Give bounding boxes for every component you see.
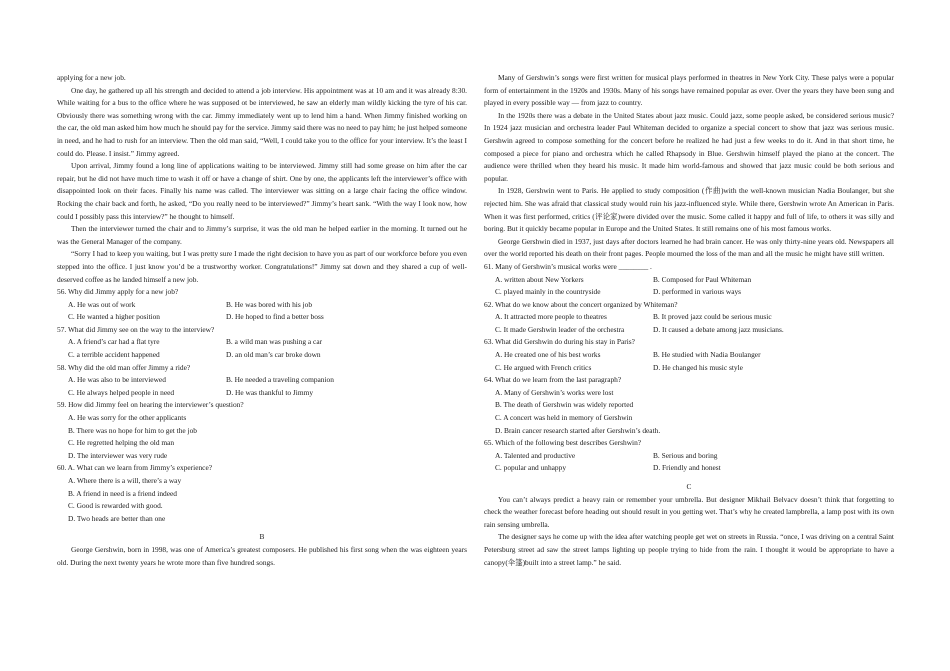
question-65: [484, 437, 894, 475]
question-text: 58. Why did the old man offer Jimmy a ride?: [57, 362, 191, 372]
option[interactable]: C. played mainly in the countryside: [495, 287, 601, 297]
option[interactable]: D. an old man’s car broke down: [226, 350, 321, 360]
option[interactable]: A. Talented and productive: [495, 450, 576, 460]
question-56: [57, 286, 467, 324]
options: [57, 374, 467, 399]
question-62: [484, 299, 894, 337]
options: [57, 336, 467, 361]
question-60: [57, 462, 467, 525]
question-57: [57, 324, 467, 362]
option[interactable]: D. performed in various ways: [653, 287, 742, 297]
option[interactable]: C. a terrible accident happened: [68, 350, 160, 360]
option[interactable]: C. Good is rewarded with good.: [68, 501, 163, 511]
options: [57, 299, 467, 324]
section-heading-b: B: [259, 532, 265, 542]
passage-a-paragraph: One day, he gathered up all his strength and decided to attend a job interview. His appointment was at 10 am and it was already 8:30. While waiting for a bus to the office where he was supposed ot be interviewed, he saw an elderly man wildly kicking the tyre of his car. Obviously there was something wrong with the car. Jimmy immediately went up to lend him a hand. When Jimmy finished working on the car, the old man asked him how much he should pay for the service. Jimmy said there was no need to pay him; he just helped someone in need, and he had to rush for an interview. Then the old man said, “Well, I could take you to the office for your interview. It’s the least I could do. Please. I insist.” Jimmy agreed.: [57, 85, 467, 158]
passage-b-paragraph: In the 1920s there was a debate in the United States about jazz music. Could jazz, some people asked, be considered serious music? In 1924 jazz musician and orchestra leader Paul Whiteman decided to organize a special concert to show that jazz was serious music. Gershwin agreed to compose something for the concert before he realized he had just a few weeks to do it. And in that short time, he composed a piece for piano and orchestra which he called Rhapsody in Blue. Gershwin himself played the piano at the concert. The audience were thrilled when they heard his music. It made him world-famous and showed that jazz music could be both serious and popular.: [484, 110, 894, 183]
question-64: [484, 374, 894, 437]
option[interactable]: A. He was out of work: [68, 299, 136, 309]
option[interactable]: C. popular and unhappy: [495, 463, 567, 473]
option[interactable]: A. He was sorry for the other applicants: [68, 413, 187, 423]
option[interactable]: D. It caused a debate among jazz musicians.: [653, 324, 784, 334]
options: [484, 450, 894, 475]
option[interactable]: D. He was thankful to Jimmy: [226, 387, 314, 397]
passage-b-paragraph: In 1928, Gershwin went to Paris. He applied to study composition (作曲)with the well-known musician Nadia Boulanger, but she rejected him. She was afraid that classical study would ruin his jazz-influenced style. While there, Gershwin wrote An American in Paris. When it was first performed, critics (评论家)were divided over the music. Some called it happy and full of life, to others it was silly and boring. But it quickly became popular in Europe and the United States. It still remains one of his most famous works.: [484, 186, 894, 234]
passage-a-paragraph: applying for a new job.: [57, 73, 126, 82]
passage-a-paragraph: Upon arrival, Jimmy found a long line of applications waiting to be interviewed. Jimmy still had some grease on him after the car repair, but he did not have much time to wash it off or have a change of shirt. One by one, the applicants left the interviewer’s office with disappointed look on their faces. Finally his name was called. The interviewer was sitting on a large chair facing the office window. Rocking the chair back and forth, he asked, “Do you really need to be interviewed?” Jimmy’s heart sank. “With the way I look now, how could I possibly pass this interview?” he thought to himself.: [57, 161, 467, 221]
option[interactable]: B. Composed for Paul Whiteman: [653, 274, 752, 284]
section-heading-c: C: [686, 482, 692, 491]
question-text: 64. What do we learn from the last paragraph?: [484, 375, 622, 385]
options: [484, 274, 894, 299]
option[interactable]: B. He studied with Nadia Boulanger: [653, 350, 761, 360]
option[interactable]: D. Friendly and honest: [653, 463, 721, 473]
option[interactable]: C. A concert was held in memory of Gershwin: [495, 413, 633, 423]
options: [57, 412, 467, 462]
question-text: 57. What did Jimmy see on the way to the interview?: [57, 324, 215, 334]
passage-c-paragraph: You can’t always predict a heavy rain or remember your umbrella. But designer Mikhail Belvacv doesn’t think that forgetting to check the weather forecast before heading out should result in you getting wet. That’s why he created lampbrella, a lamp post with its own rain sensing umbrella.: [484, 494, 894, 529]
right-column: [484, 72, 894, 569]
option[interactable]: A. It attracted more people to theatres: [495, 312, 607, 322]
option[interactable]: A. He created one of his best works: [495, 350, 601, 360]
option[interactable]: D. Brain cancer research started after Gershwin’s death.: [495, 425, 661, 435]
passage-a-paragraph: Then the interviewer turned the chair and to Jimmy’s surprise, it was the old man he helped earlier in the morning. It turned out he was the General Manager of the company.: [57, 224, 467, 246]
question-text: 59. How did Jimmy feel on hearing the interviewer’s question?: [57, 400, 244, 410]
question-text: 65. Which of the following best describes Gershwin?: [484, 438, 642, 448]
option[interactable]: C. It made Gershwin leader of the orchestra: [495, 324, 625, 334]
option[interactable]: A. He was also to be interviewed: [68, 375, 166, 385]
passage-b-paragraph: Many of Gershwin’s songs were first written for musical plays performed in theatres in New York City. These palys were a popular form of entertainment in the 1920s and 1930s. Many of his songs have remained popular as ever. Over the years they have been sung and played in every possible way — from jazz to country.: [484, 73, 894, 108]
option[interactable]: B. There was no hope for him to get the job: [68, 425, 197, 435]
option[interactable]: B. He was bored with his job: [226, 299, 313, 309]
passage-a-paragraph: “Sorry I had to keep you waiting, but I was pretty sure I made the right decision to have you as part of our workforce before you even stepped into the office. I just know you’d be a trustworthy worker. Congratulations!” Jimmy sat down and they shared a cup of well-deserved coffee as he landed himself a new job.: [57, 249, 467, 284]
question-text: 62. What do we know about the concert organized by Whiteman?: [484, 299, 678, 309]
option[interactable]: C. He wanted a higher position: [68, 312, 160, 322]
question-text: 61. Many of Gershwin’s musical works were ________ .: [484, 261, 652, 271]
options: [484, 349, 894, 374]
option[interactable]: A. A friend’s car had a flat tyre: [68, 337, 160, 347]
option[interactable]: D. Two heads are better than one: [68, 513, 166, 523]
option[interactable]: D. He changed his music style: [653, 362, 743, 372]
passage-c-paragraph: The designer says he come up with the idea after watching people get wet on streets in Russia. “once, I was driving on a central Saint Petersburg street ad saw the street lamps lighting up people trying to hide from the rain. I thought it would be appropriate to have a canopy(伞篷)built into a street lamp.” he said.: [484, 532, 894, 567]
option[interactable]: B. The death of Gershwin was widely reported: [495, 400, 634, 410]
option[interactable]: B. Serious and boring: [653, 450, 718, 460]
question-58: [57, 362, 467, 400]
passage-b-paragraph: George Gershwin died in 1937, just days after doctors learned he had brain cancer. He was only thirty-nine years old. Newspapers all over the world reported his death on their front pages. People mourned the loss of the man and all the music he might have still written.: [484, 236, 894, 259]
left-column: [57, 72, 467, 569]
question-63: [484, 336, 894, 374]
passage-b-paragraph: George Gershwin, born in 1998, was one of America’s greatest composers. He published his first song when the was eighteen years old. During the next twenty years he wrote more than five hundred songs.: [57, 544, 467, 567]
options: [57, 475, 467, 525]
option[interactable]: D. The interviewer was very rude: [68, 450, 168, 460]
option[interactable]: B. a wild man was pushing a car: [226, 337, 323, 347]
question-text: 63. What did Gershwin do during his stay in Paris?: [484, 337, 635, 347]
question-61: [484, 261, 894, 299]
option[interactable]: D. He hoped to find a better boss: [226, 312, 324, 322]
question-59: [57, 399, 467, 462]
option[interactable]: C. He regretted helping the old man: [68, 438, 175, 448]
question-text: 60. A. What can we learn from Jimmy’s experience?: [57, 463, 213, 473]
option[interactable]: B. It proved jazz could be serious music: [653, 312, 772, 322]
option[interactable]: C. He argued with French critics: [495, 362, 592, 372]
options: [484, 311, 894, 336]
option[interactable]: C. He always helped people in need: [68, 387, 175, 397]
option[interactable]: B. A friend in need is a friend indeed: [68, 488, 177, 498]
option[interactable]: B. He needed a traveling companion: [226, 375, 334, 385]
question-text: 56. Why did Jimmy apply for a new job?: [57, 287, 179, 297]
option[interactable]: A. Where there is a will, there’s a way: [68, 476, 182, 485]
option[interactable]: A. written about New Yorkers: [495, 274, 584, 284]
option[interactable]: A. Many of Gershwin’s works were lost: [495, 387, 614, 397]
options: [484, 387, 894, 437]
